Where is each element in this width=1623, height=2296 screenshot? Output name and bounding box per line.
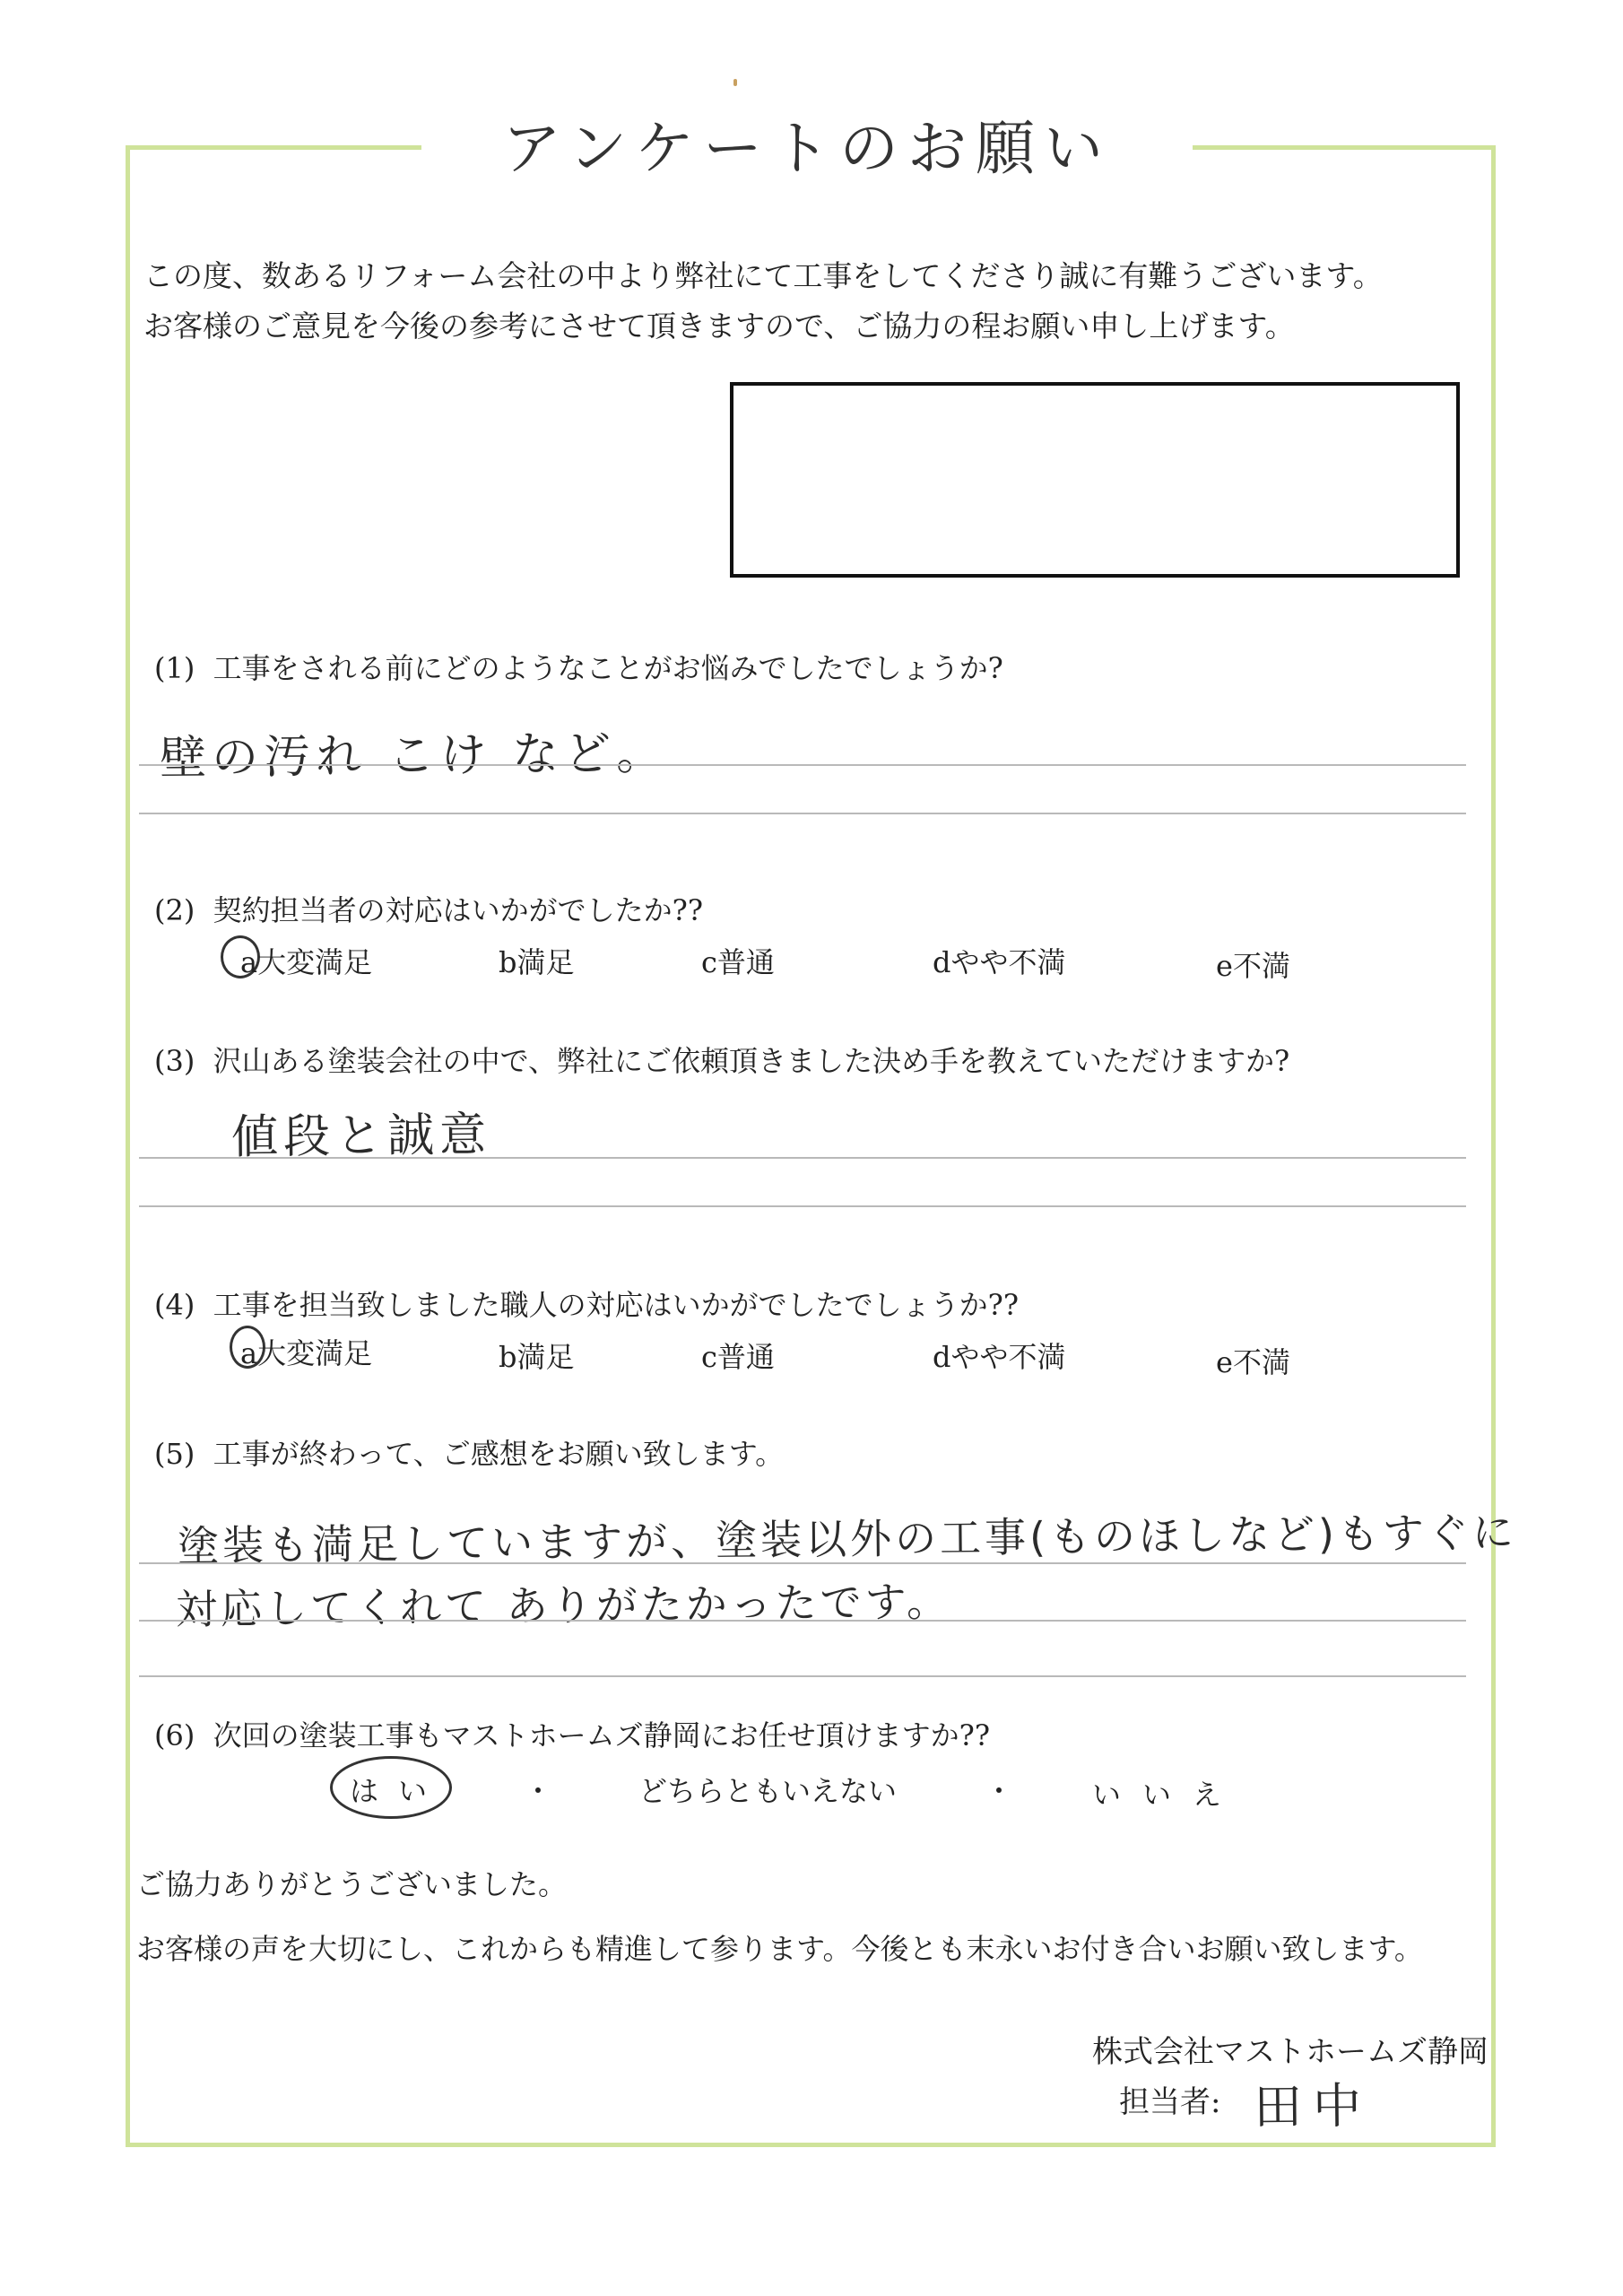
q2-question <box>154 888 703 929</box>
q6-number: (6) <box>154 1718 195 1752</box>
q2-option-a: a大変満足 <box>240 945 373 979</box>
answer-rule <box>139 1562 1466 1564</box>
q2-option-d: dやや不満 <box>933 945 1066 979</box>
q3-text: 沢山ある塗装会社の中で、弊社にご依頼頂きました決め手を教えていただけますか? <box>213 1044 1290 1078</box>
q5-text: 工事が終わって、ご感想をお願い致します。 <box>213 1437 785 1471</box>
survey-title: アンケートのお願い <box>421 106 1193 192</box>
q4-option-c: c普通 <box>701 1340 775 1374</box>
company-name: 株式会社マストホームズ静岡 <box>1092 2034 1488 2070</box>
intro-line-2: お客様のご意見を今後の参考にさせて頂きますので、ご協力の程お願い申し上げます。 <box>143 309 1295 344</box>
q1-question <box>154 646 1003 687</box>
q4-option-e: e不満 <box>1216 1345 1290 1379</box>
customer-name-box <box>730 382 1460 578</box>
q4-text: 工事を担当致しました職人の対応はいかがでしたでしょうか?? <box>213 1288 1019 1322</box>
answer-rule <box>139 1205 1466 1207</box>
q3-handwritten-answer: 値段と誠意 <box>230 1108 492 1165</box>
q6-option-no: いいえ <box>1092 1778 1244 1812</box>
q2-option-b: b満足 <box>499 945 575 979</box>
q6-text: 次回の塗装工事もマストホームズ静岡にお任せ頂けますか?? <box>213 1718 990 1752</box>
q4-option-d: dやや不満 <box>933 1340 1066 1374</box>
answer-rule <box>139 1157 1466 1159</box>
q5-handwritten-answer-line-2: 対応してくれて ありがたかったです。 <box>175 1577 952 1634</box>
q6-separator: ・ <box>524 1774 553 1808</box>
answer-rule <box>139 813 1466 814</box>
staff-label: 担当者: <box>1119 2084 1221 2120</box>
answer-rule <box>139 1675 1466 1677</box>
q1-handwritten-answer: 壁の汚れ こけ など。 <box>159 726 669 786</box>
answer-rule <box>139 1620 1466 1622</box>
intro-line-1: この度、数あるリフォーム会社の中より弊社にて工事をしてくださり誠に有難うございます。 <box>143 258 1383 293</box>
closing-line-2: お客様の声を大切にし、これからも精進して参ります。今後とも末永いお付き合いお願い致します。 <box>136 1932 1423 1966</box>
q4-number: (4) <box>154 1288 195 1322</box>
q5-question <box>154 1431 784 1473</box>
staff-handwritten-name: 田中 <box>1253 2077 1373 2135</box>
q2-option-c: c普通 <box>701 945 775 979</box>
q2-number: (2) <box>154 893 195 927</box>
q1-number: (1) <box>154 651 195 685</box>
q1-text: 工事をされる前にどのようなことがお悩みでしたでしょうか? <box>213 651 1003 685</box>
q6-question <box>154 1713 990 1754</box>
q4-question <box>154 1283 1019 1324</box>
scan-speck <box>733 79 737 86</box>
q3-question <box>154 1039 1289 1080</box>
q2-text: 契約担当者の対応はいかがでしたか?? <box>213 893 703 927</box>
q5-number: (5) <box>154 1437 195 1471</box>
q3-number: (3) <box>154 1044 195 1078</box>
q6-option-neither: どちらともいえない <box>638 1774 898 1808</box>
q2-option-e: e不満 <box>1216 949 1290 983</box>
q4-option-a: a大変満足 <box>240 1336 373 1370</box>
q4-option-b: b満足 <box>499 1340 575 1374</box>
q6-option-yes: はい <box>350 1774 447 1808</box>
closing-line-1: ご協力ありがとうございました。 <box>136 1867 568 1901</box>
q5-handwritten-answer-line-1: 塗装も満足していますが、塗装以外の工事(ものほしなど)もすぐに <box>177 1508 1518 1570</box>
q6-separator: ・ <box>985 1774 1014 1808</box>
answer-rule <box>139 764 1466 766</box>
